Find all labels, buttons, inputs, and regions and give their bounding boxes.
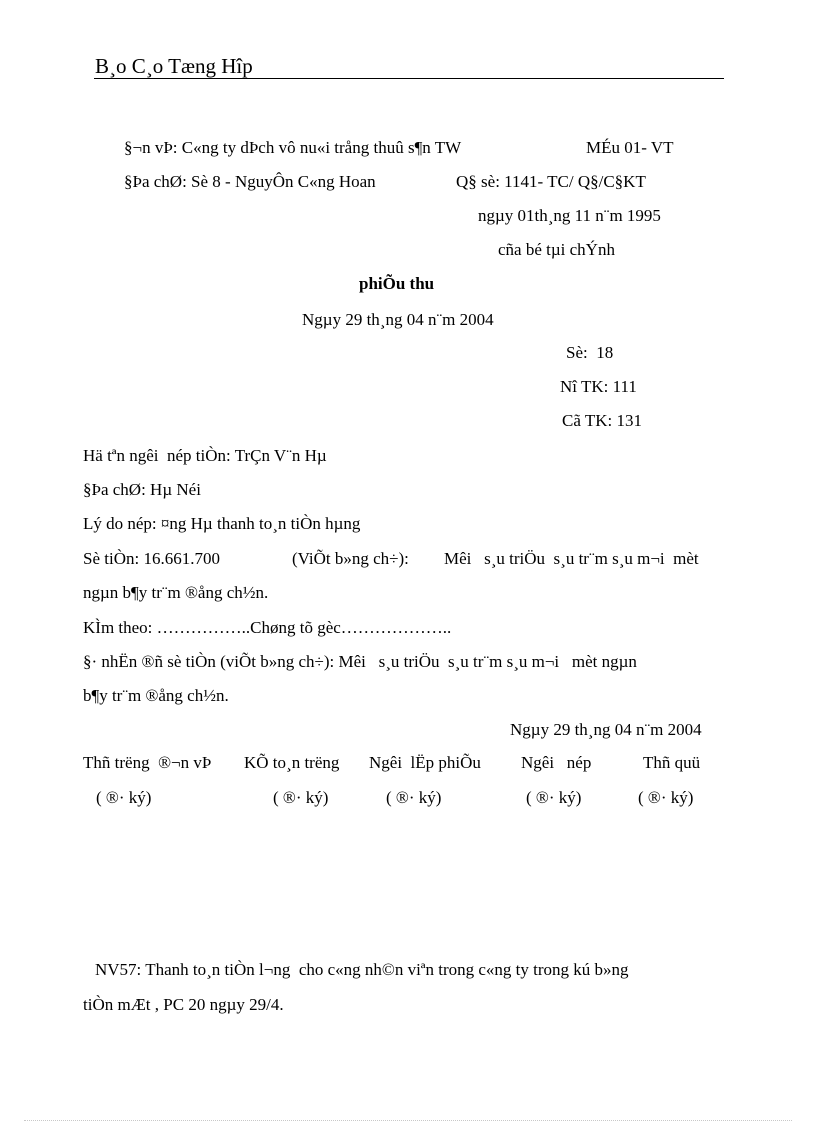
signature-note-cashier: ( ®· ký) (638, 788, 694, 807)
page-bottom-rule (24, 1120, 792, 1121)
form-code: MÉu 01- VT (586, 138, 674, 157)
payer-address: §Þa chØ: Hµ Néi (83, 480, 201, 499)
debit-account: Nî TK: 111 (560, 377, 637, 396)
receipt-date: Ngµy 29 th¸ng 04 n¨m 2004 (302, 310, 494, 329)
amount-figure: Sè tiÒn: 16.661.700 (83, 549, 220, 568)
signature-title-payer: Ngêi nép (521, 753, 592, 772)
attached-documents: KÌm theo: ……………..Chøng tõ gèc……………….. (83, 618, 452, 637)
payment-reason: Lý do nép: ¤ng Hµ thanh to¸n tiÒn hµng (83, 514, 361, 533)
form-issuer: cña bé tµi chÝnh (498, 240, 615, 259)
payer-name: Hä tªn ngêi nép tiÒn: TrÇn V¨n Hµ (83, 446, 327, 465)
signature-note-head: ( ®· ký) (96, 788, 152, 807)
receipt-number: Sè: 18 (566, 343, 614, 362)
signature-note-payer: ( ®· ký) (526, 788, 582, 807)
form-decision-date: ngµy 01th¸ng 11 n¨m 1995 (478, 206, 661, 225)
credit-account: Cã TK: 131 (562, 411, 642, 430)
amount-words-label: (ViÕt b»ng ch÷): (292, 549, 409, 568)
received-amount-line1: §· nhËn ®ñ sè tiÒn (viÕt b»ng ch÷): Mêi s¸u triÖu s¸u tr¨m s¸u m¬i mèt ngµn (83, 652, 637, 671)
amount-words-line1: Mêi s¸u triÖu s¸u tr¨m s¸u m¬i mèt (444, 549, 699, 568)
report-header-title: B¸o C¸o Tæng Hîp (95, 54, 253, 78)
signature-date: Ngµy 29 th¸ng 04 n¨m 2004 (510, 720, 702, 739)
signature-note-preparer: ( ®· ký) (386, 788, 442, 807)
received-amount-line2: b¶y tr¨m ®ång ch½n. (83, 686, 229, 705)
signature-note-chief-accountant: ( ®· ký) (273, 788, 329, 807)
form-decision: Q§ sè: 1141- TC/ Q§/C§KT (456, 172, 646, 191)
unit-name: §¬n vÞ: C«ng ty dÞch vô nu«i trång thuû s¶n TW (124, 138, 462, 157)
signature-title-chief-accountant: KÕ to¸n trëng (244, 753, 340, 772)
transaction-note-line1: NV57: Thanh to¸n tiÒn l¬ng cho c«ng nh©n viªn trong c«ng ty trong kú b»ng (95, 960, 629, 979)
header-rule (94, 78, 724, 79)
signature-title-cashier: Thñ quü (643, 753, 701, 772)
signature-title-preparer: Ngêi lËp phiÕu (369, 753, 481, 772)
transaction-note-line2: tiÒn mÆt , PC 20 ngµy 29/4. (83, 995, 284, 1014)
unit-address: §Þa chØ: Sè 8 - NguyÔn C«ng Hoan (124, 172, 376, 191)
amount-words-line2: ngµn b¶y tr¨m ®ång ch½n. (83, 583, 269, 602)
signature-title-head: Thñ trëng ®¬n vÞ (83, 753, 212, 772)
receipt-title: phiÕu thu (359, 274, 435, 293)
